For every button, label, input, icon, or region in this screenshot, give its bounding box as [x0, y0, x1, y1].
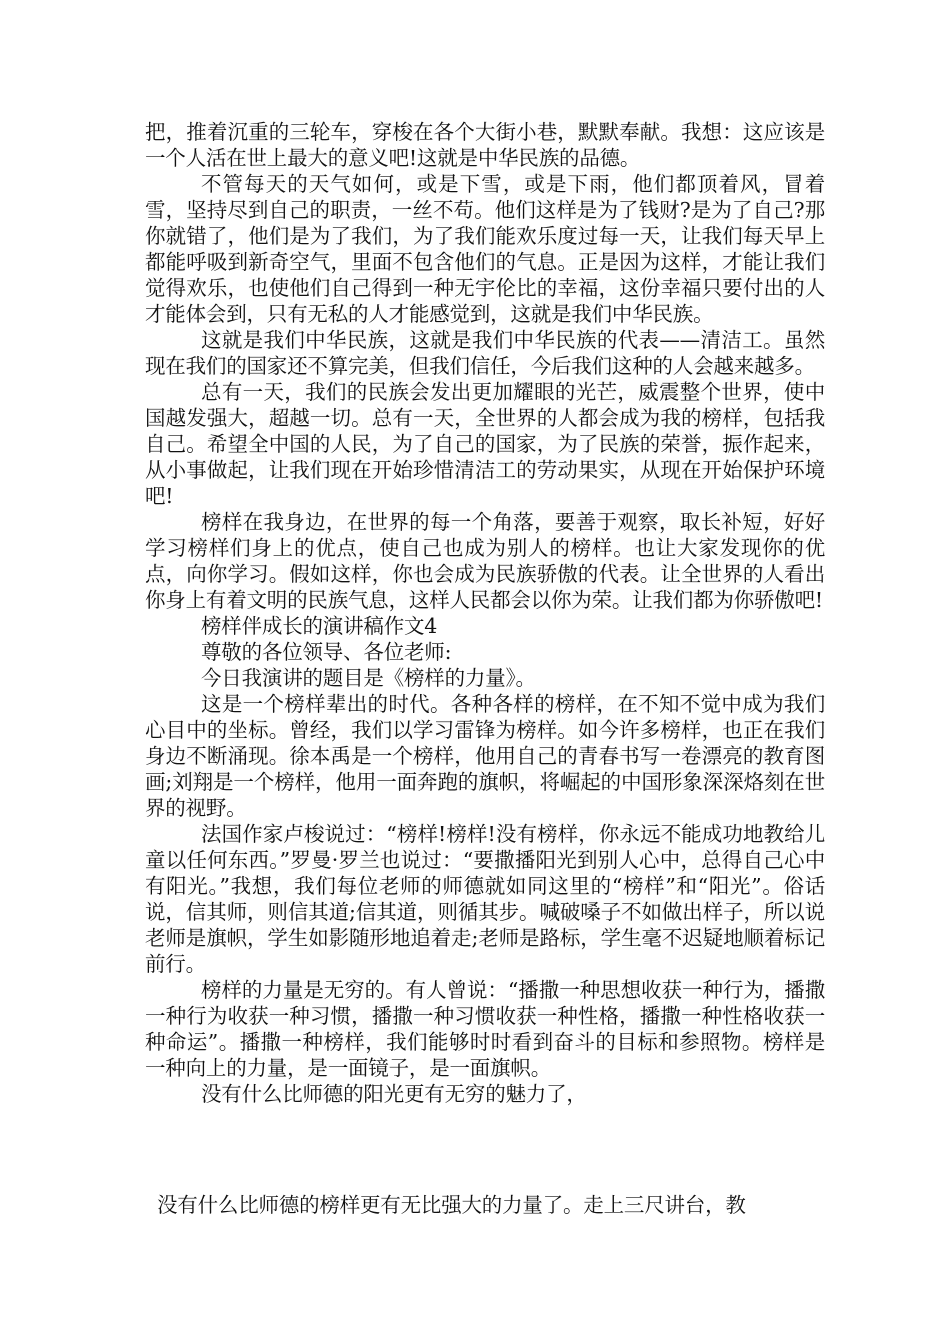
paragraph: 榜样的力量是无穷的。有人曾说：“播撒一种思想收获一种行为，播撒一种行为收获一种习惯，播撒一种习惯收获一种性格，播撒一种性格收获一种命运”。播撒一种榜样，我们能够时时看到奋斗的目标和参照物。榜样是一种向上的力量，是一面镜子，是一面旗帜。	[145, 978, 825, 1080]
section-heading: 榜样伴成长的演讲稿作文4	[201, 614, 438, 638]
paragraph: 这就是我们中华民族，这就是我们中华民族的代表——清洁工。虽然现在我们的国家还不算完美，但我们信任，今后我们这种的人会越来越多。	[145, 328, 825, 378]
paragraph: 榜样在我身边，在世界的每一个角落，要善于观察，取长补短，好好学习榜样们身上的优点，使自己也成为别人的榜样。也让大家发现你的优点，向你学习。假如这样，你也会成为民族骄傲的代表。让全世界的人看出你身上有着文明的民族气息，这样人民都会以你为荣。让我们都为你骄傲吧!	[145, 510, 825, 612]
paragraph: 没有什么比师德的阳光更有无穷的魅力了，	[201, 1082, 587, 1106]
page-tail-line: 没有什么比师德的榜样更有无比强大的力量了。走上三尺讲台，教	[157, 1193, 746, 1217]
paragraph: 总有一天，我们的民族会发出更加耀眼的光芒，威震整个世界，使中国越发强大，超越一切。总有一天，全世界的人都会成为我的榜样，包括我自己。希望全中国的人民，为了自己的国家，为了民族的荣誉，振作起来，从小事做起，让我们现在开始珍惜清洁工的劳动果实，从现在开始保护环境吧!	[145, 380, 825, 508]
paragraph-continuation: 把，推着沉重的三轮车，穿梭在各个大街小巷，默默奉献。我想：这应该是一个人活在世上最大的意义吧!这就是中华民族的品德。	[145, 120, 825, 170]
paragraph: 今日我演讲的题目是《榜样的力量》。	[201, 666, 536, 690]
salutation: 尊敬的各位领导、各位老师:	[201, 640, 452, 664]
document-body	[145, 119, 825, 1107]
paragraph: 不管每天的天气如何，或是下雪，或是下雨，他们都顶着风，冒着雪，坚持尽到自己的职责，一丝不苟。他们这样是为了钱财?是为了自己?那你就错了，他们是为了我们，为了我们能欢乐度过每一天，让我们每天早上都能呼吸到新奇空气，里面不包含他们的气息。正是因为这样，才能让我们觉得欢乐，也使他们自己得到一种无宇伦比的幸福，这份幸福只要付出的人才能体会到，只有无私的人才能感觉到，这就是我们中华民族。	[145, 172, 825, 326]
paragraph: 法国作家卢梭说过：“榜样!榜样!没有榜样，你永远不能成功地教给儿童以任何东西。”罗曼·罗兰也说过：“要撒播阳光到别人心中，总得自己心中有阳光。”我想，我们每位老师的师德就如同这里的“榜样”和“阳光”。俗话说，信其师，则信其道;信其道，则循其步。喊破嗓子不如做出样子，所以说老师是旗帜，学生如影随形地追着走;老师是路标，学生毫不迟疑地顺着标记前行。	[145, 822, 825, 976]
paragraph: 这是一个榜样辈出的时代。各种各样的榜样，在不知不觉中成为我们心目中的坐标。曾经，我们以学习雷锋为榜样。如今许多榜样，也正在我们身边不断涌现。徐本禹是一个榜样，他用自己的青春书写一卷漂亮的教育图画;刘翔是一个榜样，他用一面奔跑的旗帜，将崛起的中国形象深深烙刻在世界的视野。	[145, 692, 825, 820]
